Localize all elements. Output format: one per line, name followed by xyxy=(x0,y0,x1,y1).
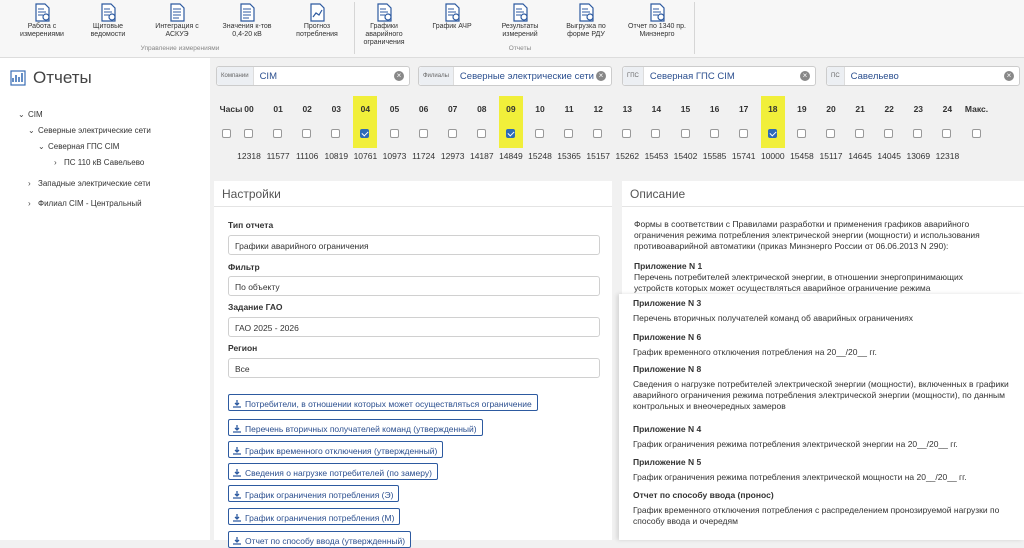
tree-item-label: ПС 110 кВ Савельево xyxy=(64,158,145,167)
hour-value: 15585 xyxy=(702,151,727,161)
clear-icon[interactable]: × xyxy=(596,71,606,81)
ribbon-button-label: Работа с измерениями xyxy=(20,23,64,38)
chevron-right-icon[interactable]: › xyxy=(54,158,57,167)
document-gear-icon xyxy=(444,3,461,22)
hour-checkbox[interactable] xyxy=(913,129,922,138)
download-button-label: График временного отключения (утвержденный) xyxy=(245,445,438,456)
document-gear-icon xyxy=(376,3,393,22)
download-button[interactable] xyxy=(228,394,538,411)
hour-column-05 xyxy=(383,96,407,148)
hour-value: 15741 xyxy=(731,151,756,161)
hour-checkbox[interactable] xyxy=(826,129,835,138)
hour-column-18 xyxy=(761,96,785,148)
chevron-down-icon[interactable]: ⌄ xyxy=(18,110,25,119)
hour-label: 22 xyxy=(884,104,894,114)
hour-checkbox[interactable] xyxy=(419,129,428,138)
rdu-export-button[interactable] xyxy=(560,3,612,39)
hour-checkbox[interactable] xyxy=(564,129,573,138)
filter-value[interactable]: СIМ xyxy=(259,70,277,82)
annex-title: Отчет по способу ввода (пронос) xyxy=(633,490,774,500)
hour-value: 10819 xyxy=(324,151,349,161)
hour-checkbox[interactable] xyxy=(739,129,748,138)
download-icon xyxy=(233,447,241,455)
annex-text: График временного отключения потребления с распределением пронозируемой нагрузки по способу ввода и очередям xyxy=(633,505,1000,526)
document-gear-icon xyxy=(100,3,117,22)
hour-checkbox[interactable] xyxy=(331,129,340,138)
ribbon-button-label: Щитовые ведомости xyxy=(90,23,126,38)
page-header xyxy=(10,66,92,90)
task-select[interactable]: ГАО 2025 - 2026 xyxy=(228,317,600,337)
hour-column-17 xyxy=(732,96,756,148)
filter-tag: Филиалы xyxy=(419,67,454,85)
description-tooltip xyxy=(619,294,1024,540)
chevron-down-icon[interactable]: ⌄ xyxy=(38,142,45,151)
chevron-right-icon[interactable]: › xyxy=(28,179,31,188)
consumption-forecast-button[interactable] xyxy=(286,3,348,39)
tree-item-central-branch[interactable] xyxy=(28,199,142,208)
document-gear-icon xyxy=(649,3,666,22)
divider xyxy=(622,206,1024,207)
hour-label: 06 xyxy=(418,104,429,114)
ribbon-group-reports-label: Отчеты xyxy=(508,45,532,52)
ribbon-button-label: Графики аварийного ограничения xyxy=(363,23,405,46)
divider xyxy=(214,206,612,207)
hour-label: 01 xyxy=(273,104,283,114)
annex-title: Приложение N 3 xyxy=(633,298,702,308)
filter-tag: Компании xyxy=(217,67,254,85)
hour-column-01 xyxy=(266,96,290,148)
hour-checkbox[interactable] xyxy=(681,129,690,138)
ribbon-toolbar xyxy=(0,0,1024,58)
hour-checkbox[interactable] xyxy=(360,129,369,138)
download-button-label: Отчет по способу ввода (утвержденный) xyxy=(245,535,406,546)
filter-value[interactable]: Северные электрические сети xyxy=(459,70,594,82)
page-title: Отчеты xyxy=(33,68,92,87)
download-button[interactable] xyxy=(228,463,438,480)
hour-label: 19 xyxy=(797,104,807,114)
hour-label: 09 xyxy=(506,104,516,114)
download-button[interactable] xyxy=(228,419,483,436)
ps-filter[interactable] xyxy=(826,66,1020,86)
company-filter[interactable] xyxy=(216,66,410,86)
hour-value: 10761 xyxy=(353,151,378,161)
annex-1-title: Приложение N 1 xyxy=(634,261,703,271)
filter-tag: ГПС xyxy=(623,67,644,85)
switch-sheets-button[interactable] xyxy=(82,3,134,39)
hour-value: 12318 xyxy=(935,151,960,161)
hour-value: 15262 xyxy=(615,151,640,161)
description-intro: Формы в соответствии с Правилами разработки и применения графиков аварийного ограничения режима потребления электрической энергии (мощности) и использования противоаварийной автоматики (приказ Минэнерго России от 06.06.2013 N 290): xyxy=(634,219,980,251)
report-type-label: Тип отчета xyxy=(228,220,274,230)
hour-checkbox[interactable] xyxy=(448,129,457,138)
hour-label: 18 xyxy=(768,104,778,114)
document-gear-icon xyxy=(578,3,595,22)
hour-label: 10 xyxy=(535,104,545,114)
ribbon-button-label: Результаты измерений xyxy=(501,23,539,38)
hour-value: 14849 xyxy=(499,151,523,161)
hour-checkbox[interactable] xyxy=(593,129,602,138)
hour-checkbox[interactable] xyxy=(390,129,399,138)
ribbon-button-label: Интеграция с АСКУЭ xyxy=(155,23,199,38)
ribbon-button-label: Выгрузка по форме РДУ xyxy=(566,23,606,38)
ribbon-button-label: График АЧР xyxy=(432,23,472,30)
hour-column-09 xyxy=(499,96,523,148)
hour-checkbox[interactable] xyxy=(710,129,719,138)
gps-filter[interactable] xyxy=(622,66,816,86)
annex-text: Сведения о нагрузке потребителей электрической энергии (мощности), включенных в графики аварийного ограничения режима потребления электрической энергии (мощности), по данным контрольных и внеочередных замеров xyxy=(633,379,1009,411)
hour-value: 10973 xyxy=(382,151,407,161)
hour-value: 12318 xyxy=(237,151,261,161)
document-list-icon xyxy=(239,3,256,22)
ribbon-button-label: Значения к-тов 0,4-20 кВ xyxy=(222,23,272,38)
hour-column-11 xyxy=(557,96,581,148)
ribbon-button-label: Прогноз потребления xyxy=(296,23,338,38)
hour-column-04 xyxy=(353,96,377,148)
left-panel xyxy=(0,58,210,540)
hour-value: 14645 xyxy=(848,151,872,161)
hour-column-13 xyxy=(615,96,639,148)
hour-label: 20 xyxy=(826,104,836,114)
annex-text: График ограничения режима потребления электрической мощности на 20__/20__ гг. xyxy=(633,472,967,482)
download-button[interactable] xyxy=(228,485,399,502)
annex-title: Приложение N 5 xyxy=(633,457,702,467)
tree-item-label: Филиал СIМ - Центральный xyxy=(38,199,142,208)
tree-item-label: Северные электрические сети xyxy=(38,126,151,135)
tree-item-label: Западные электрические сети xyxy=(38,179,151,188)
tree-item-northern-networks[interactable] xyxy=(28,126,151,135)
chevron-right-icon[interactable]: › xyxy=(28,199,31,208)
hour-column-20 xyxy=(819,96,843,148)
tree-item-label: СIМ xyxy=(28,110,43,119)
emergency-limitation-graphs-button[interactable] xyxy=(358,3,410,47)
hour-checkbox[interactable] xyxy=(768,129,777,138)
hour-value: 14045 xyxy=(877,151,901,161)
hour-checkbox[interactable] xyxy=(942,129,951,138)
download-button-label: Потребители, в отношении которых может осуществляться ограничение xyxy=(245,398,532,409)
ribbon-separator xyxy=(694,2,695,54)
hour-value: 13069 xyxy=(906,151,931,161)
download-icon xyxy=(233,400,241,408)
tree-item-cim[interactable] xyxy=(18,110,43,119)
hour-checkbox[interactable] xyxy=(535,129,544,138)
settings-title: Настройки xyxy=(222,187,281,201)
hour-value: 15365 xyxy=(557,151,581,161)
hour-column-07 xyxy=(441,96,465,148)
hour-column-19 xyxy=(790,96,814,148)
max-checkbox[interactable] xyxy=(972,129,981,138)
hour-column-14 xyxy=(644,96,668,148)
ribbon-group-measurement-label: Управление измерениями xyxy=(140,45,220,52)
filter-tag: ПС xyxy=(827,67,845,85)
hour-label: Макс. xyxy=(964,104,989,114)
hour-column-00 xyxy=(237,96,261,148)
hour-checkbox[interactable] xyxy=(244,129,253,138)
filter-value[interactable]: Савельево xyxy=(850,70,899,82)
description-title: Описание xyxy=(630,187,686,201)
hour-column-Макс. xyxy=(962,96,992,148)
hour-label: 02 xyxy=(302,104,312,114)
download-button[interactable] xyxy=(228,441,443,458)
hour-value: 11106 xyxy=(296,151,319,161)
hour-value: 10000 xyxy=(760,151,785,161)
hour-label: 16 xyxy=(709,104,720,114)
hour-column-08 xyxy=(470,96,494,148)
hour-checkbox[interactable] xyxy=(884,129,893,138)
task-label: Задание ГАО xyxy=(228,302,283,312)
annex-title: Приложение N 6 xyxy=(633,332,702,342)
hour-checkbox[interactable] xyxy=(855,129,864,138)
ribbon-button-label: Отчет по 1340 пр. Минэнерго xyxy=(628,23,686,38)
hour-checkbox[interactable] xyxy=(622,129,631,138)
reports-icon xyxy=(10,70,26,86)
hour-checkbox[interactable] xyxy=(477,129,486,138)
download-button-label: Перечень вторичных получателей команд (утвержденный) xyxy=(245,423,477,434)
hour-label: 14 xyxy=(651,104,662,114)
annex-1-text: Перечень потребителей электрической энергии, в отношении энергопринимающих устройств которых может осуществляться аварийное ограничение режима xyxy=(634,272,963,293)
hour-column-12 xyxy=(586,96,610,148)
document-gear-icon xyxy=(34,3,51,22)
hour-value: 15453 xyxy=(644,151,669,161)
hour-column-22 xyxy=(877,96,901,148)
hour-checkbox[interactable] xyxy=(506,129,515,138)
hour-checkbox[interactable] xyxy=(797,129,806,138)
hour-value: 15458 xyxy=(790,151,814,161)
hour-value: 15248 xyxy=(528,151,552,161)
hour-label: 24 xyxy=(942,104,953,114)
hour-column-16 xyxy=(703,96,727,148)
hour-value: 11724 xyxy=(412,151,436,161)
hour-value: 11577 xyxy=(266,151,290,161)
hour-column-23 xyxy=(906,96,930,148)
hour-label: 11 xyxy=(564,104,574,114)
download-button[interactable] xyxy=(228,531,411,548)
hour-label: 13 xyxy=(622,104,633,114)
clear-icon[interactable]: × xyxy=(1004,71,1014,81)
hour-label: 03 xyxy=(331,104,342,114)
annex-title: Приложение N 8 xyxy=(633,364,702,374)
tree-item-northern-gps[interactable] xyxy=(38,142,119,151)
filter-select[interactable]: По объекту xyxy=(228,276,600,296)
hour-column-15 xyxy=(674,96,698,148)
hour-label: 17 xyxy=(738,104,749,114)
download-button-label: Сведения о нагрузке потребителей (по замеру) xyxy=(245,467,432,478)
hour-column-03 xyxy=(324,96,348,148)
hour-checkbox[interactable] xyxy=(302,129,311,138)
hour-label: 04 xyxy=(360,104,371,114)
hour-checkbox[interactable] xyxy=(273,129,282,138)
filter-label: Фильтр xyxy=(228,262,260,272)
askue-integration-button[interactable] xyxy=(146,3,208,39)
hour-value: 15117 xyxy=(819,151,843,161)
download-button-label: График ограничения потребления (М) xyxy=(245,512,395,523)
hour-column-06 xyxy=(412,96,436,148)
branch-filter[interactable] xyxy=(418,66,612,86)
tree-item-ps-savelevo[interactable] xyxy=(54,158,144,167)
clear-icon[interactable]: × xyxy=(394,71,404,81)
hour-value: 15402 xyxy=(673,151,698,161)
hour-column-10 xyxy=(528,96,552,148)
download-button-label: График ограничения потребления (Э) xyxy=(245,489,394,500)
hour-label: 23 xyxy=(913,104,924,114)
hour-column-21 xyxy=(848,96,872,148)
download-icon xyxy=(233,425,241,433)
hour-value: 12973 xyxy=(440,151,465,161)
hour-value: 15157 xyxy=(586,151,610,161)
region-select[interactable]: Все xyxy=(228,358,600,378)
report-1340-button[interactable] xyxy=(628,3,686,39)
achr-graph-button[interactable] xyxy=(428,3,476,31)
settings-panel xyxy=(214,181,612,546)
chevron-down-icon[interactable]: ⌄ xyxy=(28,126,35,135)
hour-label: 08 xyxy=(477,104,487,114)
clear-icon[interactable]: × xyxy=(800,71,810,81)
measurement-results-button[interactable] xyxy=(494,3,546,39)
region-label: Регион xyxy=(228,343,258,353)
document-list-icon xyxy=(169,3,186,22)
annex-text: Перечень вторичных получателей команд об аварийных ограничениях xyxy=(633,313,913,323)
hour-label: 12 xyxy=(593,104,603,114)
download-icon xyxy=(233,514,241,522)
hour-value: 14187 xyxy=(469,151,494,161)
select-all-checkbox[interactable] xyxy=(222,129,231,138)
coefficients-values-button[interactable] xyxy=(218,3,276,39)
document-chart-icon xyxy=(309,3,326,22)
annex-text: График ограничения режима потребления электрической энергии на 20__/20__ гг. xyxy=(633,439,958,449)
hour-checkbox[interactable] xyxy=(651,129,660,138)
hour-label: 21 xyxy=(855,104,865,114)
download-button[interactable] xyxy=(228,508,400,525)
annex-text: График временного отключения потребления на 20__/20__ гг. xyxy=(633,347,877,357)
hours-table xyxy=(214,96,1024,168)
hour-label: 15 xyxy=(680,104,691,114)
hour-label: 07 xyxy=(447,104,458,114)
filter-value[interactable]: Северная ГПС СIМ xyxy=(649,70,735,82)
annex-title: Приложение N 4 xyxy=(633,424,702,434)
hour-column-02 xyxy=(295,96,319,148)
hour-label: 05 xyxy=(389,104,400,114)
tree-item-western-networks[interactable] xyxy=(28,179,150,188)
report-type-select[interactable]: Графики аварийного ограничения xyxy=(228,235,600,255)
hours-row-label: Часы xyxy=(219,104,243,114)
hour-column-24 xyxy=(935,96,959,148)
ribbon-separator xyxy=(354,2,355,54)
document-gear-icon xyxy=(512,3,529,22)
download-icon xyxy=(233,537,241,545)
download-icon xyxy=(233,491,241,499)
download-icon xyxy=(233,469,241,477)
work-with-measurements-button[interactable] xyxy=(10,3,74,39)
tree-item-label: Северная ГПС СIМ xyxy=(48,142,120,151)
hour-label: 00 xyxy=(244,104,254,114)
